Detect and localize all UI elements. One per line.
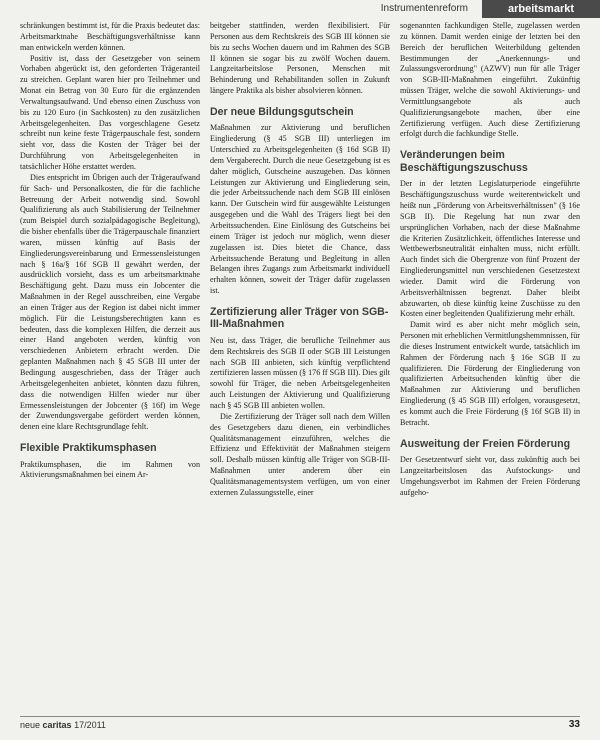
paragraph: Die Zertifizierung der Träger soll nach dem Willen des Gesetzgebers dazu dienen, ein verbindliches Qualitätsmanagement einzuführen, welches die Effizienz und Effektivität der Maßnahmen steigern soll. Deshalb müssen künftig alle Träger von SGB-III-Maßnahmen unter anderem über ein Qualitätsmanagementsystem verfügen, um von einer externen Zulassungsstelle, einer xyxy=(210,411,390,497)
text-column-3 xyxy=(400,21,580,711)
paragraph: Praktikumsphasen, die im Rahmen von Aktivierungsmaßnahmen bei einem Ar- xyxy=(20,459,200,480)
paragraph: Positiv ist, dass der Gesetzgeber von seinem Vorhaben abgerückt ist, den geforderten Trägeranteil zu streichen. Geplant waren hier pro Teilnehmer und Monat ein Betrag von 30 Euro für die ergänzenden Verwaltungsaufwand. Und ebenso einen Zuschuss von bis zu 120 Euro (in Sachkosten) zu den zusätzlichen Arbeitsgelegenheiten. Das vorgeschlagene Gesetz schreibt nun keine feste Trägerpauschale fest, sondern sieht vor, dass die Kosten der Träger bei der Durchführung von Arbeitsgelegenheiten in tatsächlicher Höhe erstattet werden. xyxy=(20,53,200,171)
paragraph: Der Gesetzentwurf sieht vor, dass zukünftig auch bei Langzeitarbeitslosen das Aufstockungs- und Umgehungsverbot im Rahmen der Freien Förderung aufgeho- xyxy=(400,455,580,497)
paragraph: Maßnahmen zur Aktivierung und beruflichen Eingliederung (§ 45 SGB III) unterliegen im Unterschied zu Arbeitsgelegenheiten (§ 16d SGB II) dem Vergaberecht. Durch die neue Gesetzgebung ist es daher möglich, Gutscheine auszugeben. Das können Leistungen zur Aktivierung und Eingliederung sein, die jeder Arbeitssuchende nach dem SGB III einlösen kann. Der Gutschein wird für ausgewählte Leistungen ausgegeben und die Wahl des Trägers liegt bei den Arbeitssuchenden. Eine Einlösung des Gutscheins bei einem Träger ist jedoch nur möglich, wenn dieser zugelassen ist. Dies bietet die Chance, dass Arbeitssuchende Beratung und Begleitung in allen Belangen ihres Zugangs zum Arbeitsmarkt individuell erhalten können, soweit der Träger dafür zugelassen ist. xyxy=(210,123,390,296)
paragraph: Dies entspricht im Übrigen auch der Trägeraufwand für Sach- und Personalkosten, die für die fachliche Betreuung der Arbeit notwendig sind. Sowohl Qualifizierung als auch Stabilisierung der Teilnehmer (zum Beispiel durch sozialpädagogische Begleitung), die bisher ebenfalls über die Trägerpauschale finanziert waren, müssen künftig auf Basis der Eingliederungsvereinbarung und Ermessensleistungen nach § 16a/§ 16f SGB II gewährt werden, der ausdrücklich vorsieht, dass es um arbeitsmarktnahe Beschäftigung geht. Dazu muss ein Jobcenter die Maßnahmen in der Regel ausschreiben, eine Vergabe an einen Träger aus der Region ist dabei nicht immer möglich. Für die Leistungsberechtigten kann es bedeuten, dass die komplexen Hilfen, die derzeit aus einer Hand angeboten werden, künftig von verschiedenen Anbietern erbracht werden. Die geplanten Maßnahmen nach § 45 SGB III unter der Bedingung ausgeschrieben, dass der Träger auch Arbeitsgelegenheiten anbietet, könnten dazu führen, dass die notwendigen Hilfen wieder nur über Ermessensleistungen der Jobcenter (§ 16f) im Wege der Zuwendungsvergabe gefördert werden können, denen eine klare Rechtsgrundlage fehlt. xyxy=(20,172,200,432)
subheading-beschaeftigungszuschuss: Veränderungen beim Beschäftigungszuschuss xyxy=(400,149,528,174)
magazine-brand: caritas xyxy=(42,720,72,730)
magazine-prefix: neue xyxy=(20,720,43,730)
page-number: 33 xyxy=(568,719,580,730)
magazine-name xyxy=(20,720,106,730)
paragraph: beitgeber stattfinden, werden flexibilisiert. Für Personen aus dem Rechtskreis des SGB III können sie bis zu sechs Wochen dauern und im Rahmen des SGB II können sie sogar bis zu zwölf Wochen dauern. Langzeitarbeitslose Personen, Menschen mit Behinderung und Rehabilitanden sollen in Zukunft längere Praktika als bisher absolvieren können. xyxy=(210,21,390,96)
subheading-bildungsgutschein: Der neue Bildungsgutschein xyxy=(210,105,354,118)
text-column-1 xyxy=(20,21,200,711)
paragraph: schränkungen bestimmt ist, für die Praxis bedeutet das: Arbeitsmarktnahe Beschäftigungsverhältnisse kann man entwickeln werden können. xyxy=(20,21,200,52)
header-kicker: Instrumentenreform xyxy=(380,3,468,14)
text-column-2 xyxy=(210,21,390,711)
paragraph: Neu ist, dass Träger, die berufliche Teilnehmer aus dem Rechtskreis des SGB II oder SGB III Leistungen nach SGB III anbieten, sich künftig verpflichtend zertifizieren lassen müssen (§ 176 ff SGB III). Dies gilt sowohl für Träger, die neben Arbeitsgelegenheiten auch Leistungen der Aktivierung und Qualifizierung nach § 45 SGB III anbieten wollen. xyxy=(210,335,390,410)
subheading-zertifizierung: Zertifizierung aller Träger von SGB-III-Maßnahmen xyxy=(210,305,389,331)
paragraph: Der in der letzten Legislaturperiode eingeführte Beschäftigungszuschuss wurde weiterentwickelt und heißt nun „Förderung von Arbeitsverhältnissen" (§ 16e SGB II). Die Regelung hat nun zwar den ursprünglichen Vorhaben, nach der diese Maßnahme die Kriterien Zusätzlichkeit, öffentliches Interesse und Wettbewerbsneutralität einhalten muss, nicht erfüllt. Auch findet sich die Obergrenze von fünf Prozent der Eingliederungsmittel nun verschiedenen Gesetzestext wieder. Damit wird die Förderung von Arbeitsverhältnissen begrenzt. Daher bleibt abzuwarten, ob diese künftig keine Zuschüsse zu den Kosten einer begleitenden Qualifizierung mehr erhält. xyxy=(400,179,580,319)
paragraph: Damit wird es aber nicht mehr möglich sein, Personen mit erheblichen Vermittlungshemmnissen, für die dieses Instrument entwickelt wurde, tatsächlich im Rahmen der Förderung nach § 16e SGB II zu qualifizieren. Die Förderung der Eingliederung von qualifizierten Arbeitsuchenden künftig über die Maßnahmen zur Aktivierung und beruflichen Eingliederung (§ 45 SGB III) erfolgen, vorausgesetzt, es kommt auch die Freie Förderung (§ 16f SGB II) in Betracht. xyxy=(400,320,580,427)
subheading-praktikum: Flexible Praktikumsphasen xyxy=(20,442,157,455)
page-footer xyxy=(20,716,580,734)
magazine-issue: 17/2011 xyxy=(71,720,106,730)
footer-divider xyxy=(20,716,580,717)
paragraph: sogenannten fachkundigen Stelle, zugelassen werden zu können. Damit werden einige der letzten bei den Bereich der beruflichen Weiterbildung geltenden Bestimmungen der „Anerkennungs- und Zulassungsverordnung" (AZWV) nun für alle Träger von SGB-III-Maßnahmen eingeführt. Zukünftig müssen Träger, welche die sowohl Aktivierungs- und Vermittlungsangebote als auch Qualifizierungsangebote machen, über eine Zertifizierung verfügen. Auch diese Zertifizierung erfolgt durch die fachkundige Stelle. xyxy=(400,21,580,139)
subheading-freie-foerderung: Ausweitung der Freien Förderung xyxy=(400,437,571,450)
page-header xyxy=(0,0,600,18)
section-tag: arbeitsmarkt xyxy=(482,0,600,18)
